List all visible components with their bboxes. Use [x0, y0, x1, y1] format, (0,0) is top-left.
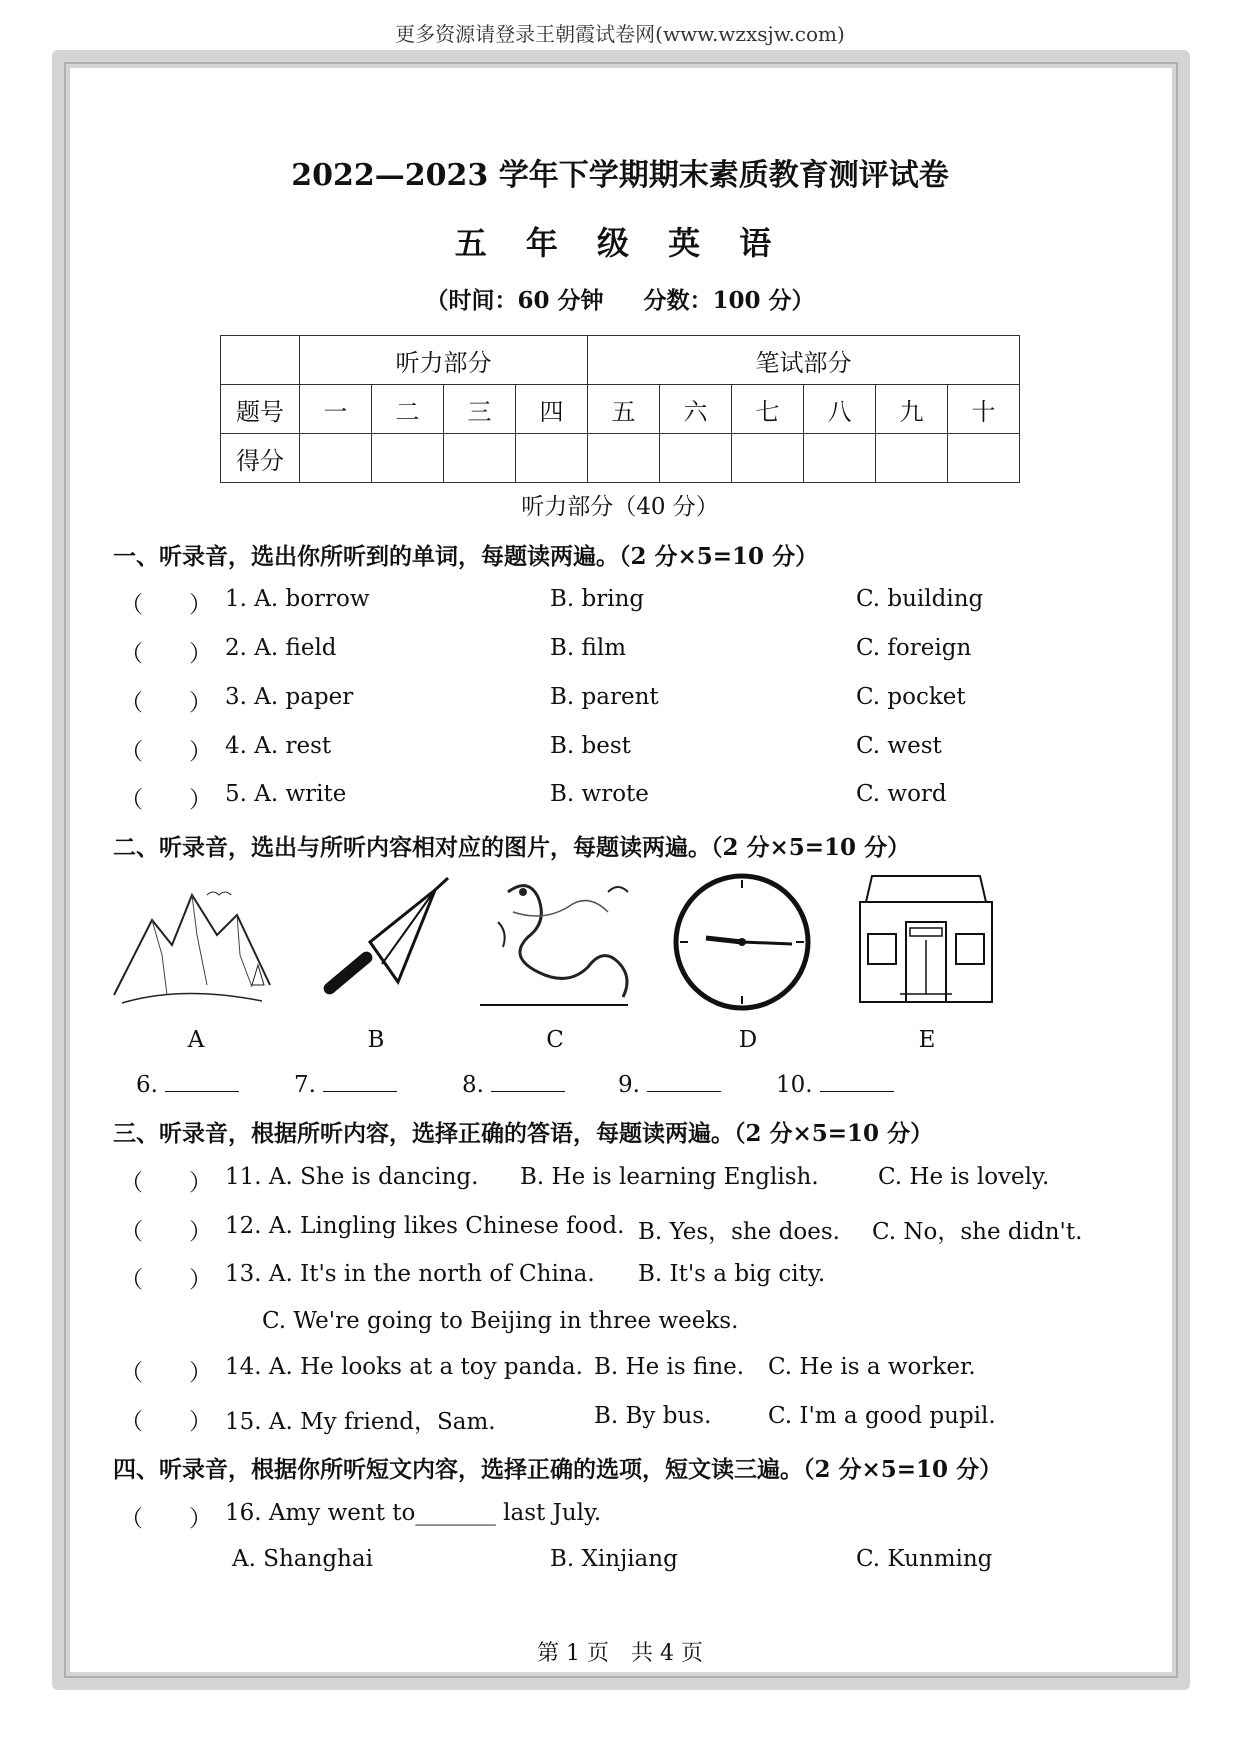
row-label-score: 得分 [221, 434, 300, 483]
list-item [120, 635, 1020, 668]
col-header: 八 [804, 385, 876, 434]
answer-bracket[interactable]: （ ） [120, 1219, 212, 1245]
option-a: 2. A. field [225, 635, 337, 661]
blank-label: 9. [618, 1072, 640, 1098]
score-table-corner [221, 336, 300, 385]
answer-blanks-row [776, 1071, 894, 1098]
answer-blanks-row [618, 1071, 721, 1098]
blank-label: 7. [294, 1072, 316, 1098]
score-table [220, 335, 1020, 483]
score-cell[interactable] [444, 434, 516, 483]
picture-label: B [367, 1027, 385, 1053]
col-header: 一 [300, 385, 372, 434]
option-c: C. foreign [856, 635, 972, 661]
option-b: B. film [550, 635, 627, 661]
option-c: C. word [856, 781, 947, 807]
listening-section-title: 听力部分（40 分） [521, 494, 719, 520]
option-a: A. Shanghai [232, 1546, 373, 1572]
page-number: 第 1 页 共 4 页 [537, 1641, 703, 1666]
col-header: 五 [588, 385, 660, 434]
dragon-picture [478, 872, 633, 1012]
option-c: C. pocket [856, 684, 966, 710]
option-b: B. Xinjiang [550, 1546, 678, 1572]
answer-bracket[interactable]: （ ） [120, 592, 212, 618]
picture-label: D [738, 1027, 758, 1053]
exam-meta [0, 282, 1240, 315]
part2-title: 二、听录音，选出与所听内容相对应的图片，每题读两遍。（2 分×5=10 分） [113, 834, 911, 861]
score-cell[interactable] [660, 434, 732, 483]
listening-header: 听力部分 [300, 336, 588, 385]
option-c: C. building [856, 586, 984, 612]
exam-title: 2022—2023 学年下学期期末素质教育测评试卷 [291, 158, 949, 193]
part3-title: 三、听录音，根据所听内容，选择正确的答语，每题读两遍。（2 分×5=10 分） [113, 1120, 934, 1147]
blank-label: 10. [776, 1072, 813, 1098]
answer-bracket[interactable]: （ ） [120, 1170, 212, 1196]
col-header: 三 [444, 385, 516, 434]
score-cell[interactable] [372, 434, 444, 483]
score-cell[interactable] [732, 434, 804, 483]
option-c: C. west [856, 733, 942, 759]
answer-blank[interactable] [491, 1071, 565, 1092]
option-c: C. He is lovely. [878, 1164, 1050, 1190]
exam-subtitle: 五 年 级 英 语 [454, 224, 786, 262]
answer-blanks-row [294, 1071, 397, 1098]
site-banner: 更多资源请登录王朝霞试卷网(www.wzxsjw.com) [395, 22, 845, 46]
answer-bracket[interactable]: （ ） [120, 739, 212, 765]
score-cell[interactable] [516, 434, 588, 483]
question-text: 16. Amy went to_______ last July. [225, 1500, 602, 1526]
answer-bracket[interactable]: （ ） [120, 1409, 212, 1435]
list-item [120, 1403, 1070, 1436]
answer-bracket[interactable]: （ ） [120, 1360, 212, 1386]
list-item [120, 1354, 1070, 1387]
col-header: 十 [948, 385, 1020, 434]
clock-picture [670, 872, 815, 1012]
blank-label: 6. [136, 1072, 158, 1098]
picture-label: C [546, 1027, 564, 1053]
answer-blank[interactable] [820, 1071, 894, 1092]
score-cell[interactable] [876, 434, 948, 483]
picture-label: E [918, 1027, 936, 1053]
list-item [120, 1164, 1070, 1197]
score-cell[interactable] [300, 434, 372, 483]
score-cell[interactable] [588, 434, 660, 483]
umbrella-picture [310, 872, 455, 1007]
answer-bracket[interactable]: （ ） [120, 641, 212, 667]
option-b: B. parent [550, 684, 659, 710]
option-b: B. bring [550, 586, 645, 612]
answer-blank[interactable] [165, 1071, 239, 1092]
option-c: C. We're going to Beijing in three weeks. [262, 1308, 739, 1334]
answer-bracket[interactable]: （ ） [120, 690, 212, 716]
list-item [120, 1213, 1083, 1246]
col-header: 四 [516, 385, 588, 434]
option-b: B. wrote [550, 781, 649, 807]
option-a: 12. A. Lingling likes Chinese food. [225, 1213, 625, 1239]
option-a: 15. A. My friend，Sam. [225, 1409, 496, 1435]
answer-bracket[interactable]: （ ） [120, 787, 212, 813]
exam-score: 分数：100 分） [643, 287, 815, 314]
option-c: C. He is a worker. [768, 1354, 976, 1380]
option-b: B. By bus. [594, 1403, 712, 1429]
blank-label: 8. [462, 1072, 484, 1098]
row-label-number: 题号 [221, 385, 300, 434]
option-b: B. Yes，she does. [638, 1219, 840, 1245]
col-header: 七 [732, 385, 804, 434]
option-a: 5. A. write [225, 781, 347, 807]
mountains-picture [112, 875, 272, 1010]
option-a: 4. A. rest [225, 733, 332, 759]
option-c: C. No，she didn't. [872, 1219, 1083, 1245]
option-c: C. Kunming [856, 1546, 993, 1572]
answer-blank[interactable] [647, 1071, 721, 1092]
score-cell[interactable] [804, 434, 876, 483]
list-item [120, 781, 1020, 814]
option-b: B. best [550, 733, 631, 759]
writing-header: 笔试部分 [588, 336, 1020, 385]
option-c: C. I'm a good pupil. [768, 1403, 996, 1429]
option-a: 3. A. paper [225, 684, 354, 710]
part1-title: 一、听录音，选出你所听到的单词，每题读两遍。（2 分×5=10 分） [113, 543, 819, 570]
option-a: 11. A. She is dancing. [225, 1164, 479, 1190]
option-b: B. He is learning English. [520, 1164, 819, 1190]
part4-title: 四、听录音，根据你所听短文内容，选择正确的选项，短文读三遍。（2 分×5=10 分） [113, 1456, 1003, 1483]
list-item [120, 733, 1020, 766]
answer-blank[interactable] [323, 1071, 397, 1092]
answer-blanks-row [462, 1071, 565, 1098]
exam-time: （时间：60 分钟 [425, 287, 604, 314]
list-item [120, 586, 1020, 619]
option-b: B. It's a big city. [638, 1261, 826, 1287]
option-a: 1. A. borrow [225, 586, 370, 612]
answer-blanks-row [136, 1071, 239, 1098]
score-cell[interactable] [948, 434, 1020, 483]
option-b: B. He is fine. [594, 1354, 745, 1380]
col-header: 九 [876, 385, 948, 434]
col-header: 六 [660, 385, 732, 434]
library-picture [852, 872, 1000, 1007]
answer-bracket[interactable]: （ ） [120, 1267, 212, 1293]
option-a: 14. A. He looks at a toy panda. [225, 1354, 583, 1380]
list-item [120, 684, 1020, 717]
list-item [120, 1500, 1020, 1533]
col-header: 二 [372, 385, 444, 434]
answer-bracket[interactable]: （ ） [120, 1506, 212, 1532]
option-a: 13. A. It's in the north of China. [225, 1261, 595, 1287]
list-item [120, 1261, 1070, 1294]
picture-label: A [187, 1027, 205, 1053]
